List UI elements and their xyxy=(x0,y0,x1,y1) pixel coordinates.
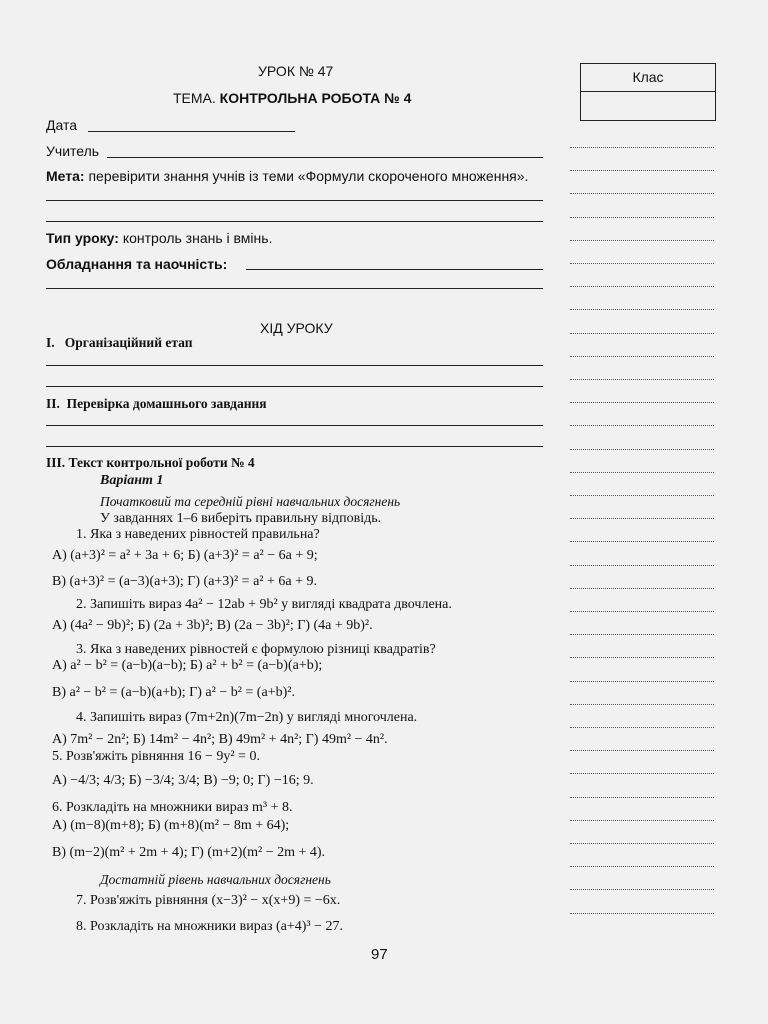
note-line[interactable] xyxy=(570,773,714,774)
topic-prefix: ТЕМА. xyxy=(173,90,216,106)
question-3-options-b: В) a² − b² = (a−b)(a+b); Г) a² − b² = (a+b)². xyxy=(52,685,295,700)
note-line[interactable] xyxy=(570,263,714,264)
note-line[interactable] xyxy=(570,286,714,287)
course-title: ХІД УРОКУ xyxy=(260,320,333,336)
question-4: 4. Запишіть вираз (7m+2n)(7m−2n) у вигляді многочлена. xyxy=(76,710,418,725)
note-line[interactable] xyxy=(570,495,714,496)
question-6-options-a: А) (m−8)(m+8); Б) (m+8)(m² − 8m + 64); xyxy=(52,818,290,833)
note-line[interactable] xyxy=(570,309,714,310)
teacher-label: Учитель xyxy=(46,143,100,159)
note-line[interactable] xyxy=(570,541,714,542)
lesson-type xyxy=(46,230,272,246)
section-1: I. Організаційний етап xyxy=(46,335,193,350)
question-5: 5. Розв'яжіть рівняння 16 − 9y² = 0. xyxy=(52,749,260,764)
instruction: У завданнях 1–6 виберіть правильну відповідь. xyxy=(100,511,382,526)
section-1-line-1[interactable] xyxy=(46,365,543,366)
note-line[interactable] xyxy=(570,611,714,612)
section-2: II. Перевірка домашнього завдання xyxy=(46,396,267,411)
note-line[interactable] xyxy=(570,518,714,519)
note-line[interactable] xyxy=(570,170,714,171)
note-line[interactable] xyxy=(570,843,714,844)
note-line[interactable] xyxy=(570,681,714,682)
topic-title: КОНТРОЛЬНА РОБОТА № 4 xyxy=(219,90,412,106)
section-2-line-1[interactable] xyxy=(46,425,543,426)
note-line[interactable] xyxy=(570,217,714,218)
goal xyxy=(46,168,528,184)
note-line[interactable] xyxy=(570,147,714,148)
question-8: 8. Розкладіть на множники вираз (a+4)³ − 27. xyxy=(76,919,344,934)
equipment-line-1[interactable] xyxy=(246,269,543,270)
topic-line xyxy=(173,90,411,106)
note-line[interactable] xyxy=(570,379,714,380)
type-label: Тип уроку: xyxy=(46,230,119,246)
question-1: 1. Яка з наведених рівностей правильна? xyxy=(76,527,320,542)
goal-line-2[interactable] xyxy=(46,221,543,222)
question-1-options-a: А) (a+3)² = a² + 3a + 6; Б) (a+3)² = a² − 6a + 9; xyxy=(52,548,318,563)
date-label: Дата xyxy=(46,117,78,133)
note-line[interactable] xyxy=(570,472,714,473)
question-4-options: А) 7m² − 2n²; Б) 14m² − 4n²; В) 49m² + 4n²; Г) 49m² − 4n². xyxy=(52,732,388,747)
equipment-label: Обладнання та наочність: xyxy=(46,256,228,272)
class-box xyxy=(580,63,716,121)
equipment-line-2[interactable] xyxy=(46,288,543,289)
note-line[interactable] xyxy=(570,240,714,241)
question-6-options-b: В) (m−2)(m² + 2m + 4); Г) (m+2)(m² − 2m + 4). xyxy=(52,845,326,860)
question-2-options: А) (4a² − 9b)²; Б) (2a + 3b)²; В) (2a − 3b)²; Г) (4a + 9b)². xyxy=(52,618,373,633)
level-2-title: Достатній рівень навчальних досягнень xyxy=(100,872,331,887)
note-line[interactable] xyxy=(570,657,714,658)
section-3: III. Текст контрольної роботи № 4 xyxy=(46,455,255,470)
level-1-title: Початковий та середній рівні навчальних досягнень xyxy=(100,494,401,509)
class-label: Клас xyxy=(581,64,715,92)
question-3: 3. Яка з наведених рівностей є формулою різниці квадратів? xyxy=(76,642,436,657)
section-1-line-2[interactable] xyxy=(46,386,543,387)
note-line[interactable] xyxy=(570,333,714,334)
note-line[interactable] xyxy=(570,913,714,914)
question-5-options: А) −4/3; 4/3; Б) −3/4; 3/4; В) −9; 0; Г) −16; 9. xyxy=(52,773,314,788)
note-line[interactable] xyxy=(570,565,714,566)
question-1-options-b: В) (a+3)² = (a−3)(a+3); Г) (a+3)² = a² + 6a + 9. xyxy=(52,574,317,589)
note-line[interactable] xyxy=(570,356,714,357)
note-line[interactable] xyxy=(570,750,714,751)
note-line[interactable] xyxy=(570,193,714,194)
note-line[interactable] xyxy=(570,425,714,426)
date-line[interactable] xyxy=(88,131,295,132)
question-2: 2. Запишіть вираз 4a² − 12ab + 9b² у вигляді квадрата двочлена. xyxy=(76,597,452,612)
goal-line-1[interactable] xyxy=(46,200,543,201)
note-line[interactable] xyxy=(570,727,714,728)
note-line[interactable] xyxy=(570,889,714,890)
variant-title: Варіант 1 xyxy=(100,473,164,488)
question-7: 7. Розв'яжіть рівняння (x−3)² − x(x+9) = −6x. xyxy=(76,893,341,908)
teacher-line[interactable] xyxy=(107,157,543,158)
note-line[interactable] xyxy=(570,634,714,635)
note-line[interactable] xyxy=(570,866,714,867)
note-line[interactable] xyxy=(570,449,714,450)
note-line[interactable] xyxy=(570,402,714,403)
goal-label: Мета: xyxy=(46,168,85,184)
goal-text: перевірити знання учнів із теми «Формули скороченого множення». xyxy=(84,168,529,184)
type-text: контроль знань і вмінь. xyxy=(118,230,273,246)
note-line[interactable] xyxy=(570,820,714,821)
note-line[interactable] xyxy=(570,588,714,589)
page-number: 97 xyxy=(371,946,388,963)
note-line[interactable] xyxy=(570,797,714,798)
note-line[interactable] xyxy=(570,704,714,705)
question-6: 6. Розкладіть на множники вираз m³ + 8. xyxy=(52,800,293,815)
section-2-line-2[interactable] xyxy=(46,446,543,447)
lesson-number: УРОК № 47 xyxy=(258,63,334,79)
question-3-options-a: А) a² − b² = (a−b)(a−b); Б) a² + b² = (a−b)(a+b); xyxy=(52,658,323,673)
